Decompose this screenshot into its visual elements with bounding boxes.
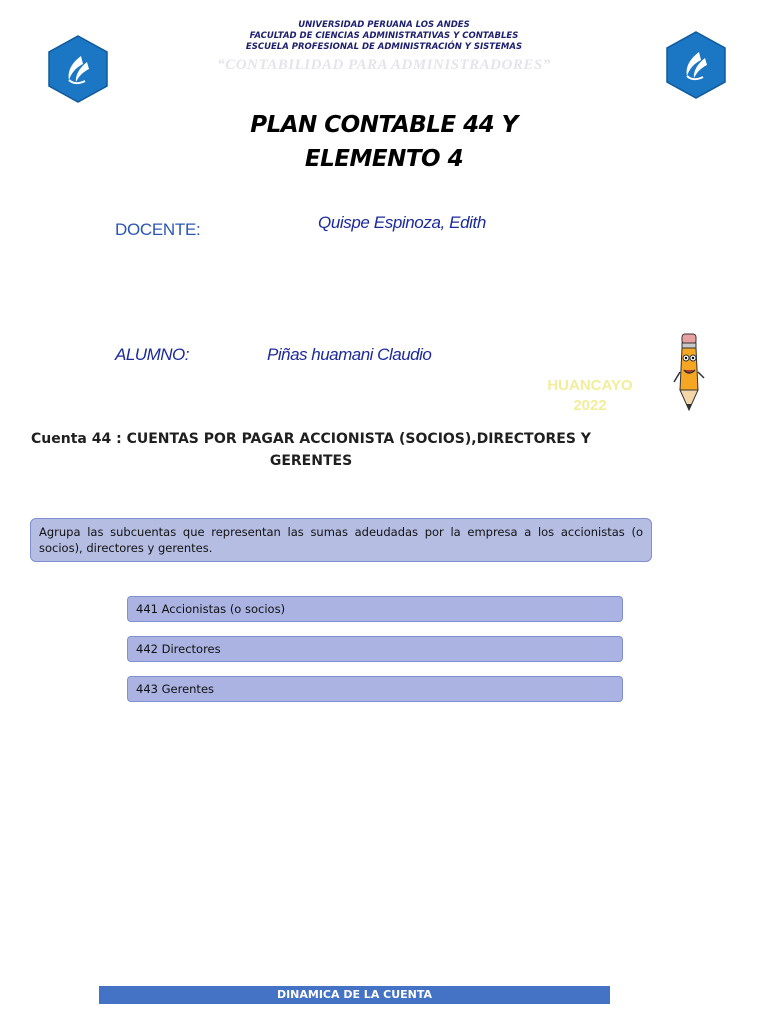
university-logo-icon <box>43 34 113 104</box>
alumno-label: ALUMNO: <box>115 345 189 364</box>
account-title-line-2: GERENTES <box>269 453 353 469</box>
university-logo-left <box>43 34 113 104</box>
account-dynamics-bar: DINAMICA DE LA CUENTA <box>99 986 610 1004</box>
course-name: “CONTABILIDAD PARA ADMINISTRADORES” <box>217 57 551 73</box>
document-title <box>150 108 618 176</box>
school-name: ESCUELA PROFESIONAL DE ADMINISTRACIÓN Y SISTEMAS <box>245 42 523 52</box>
account-title <box>20 428 602 472</box>
subaccount-item: 442 Directores <box>127 636 623 662</box>
header-institution <box>150 20 618 53</box>
pencil-mascot-icon <box>670 332 706 414</box>
faculty-name: FACULTAD DE CIENCIAS ADMINISTRATIVAS Y CONTABLES <box>249 31 519 41</box>
university-name: UNIVERSIDAD PERUANA LOS ANDES <box>298 20 470 30</box>
title-line-2: ELEMENTO 4 <box>304 146 464 172</box>
university-logo-icon <box>661 30 731 100</box>
subaccount-item: 441 Accionistas (o socios) <box>127 596 623 622</box>
subaccount-item: 443 Gerentes <box>127 676 623 702</box>
faint-location-text <box>540 376 640 416</box>
alumno-name: Piñas huamani Claudio <box>267 345 432 364</box>
university-logo-right <box>661 30 731 100</box>
pencil-mascot <box>670 332 706 414</box>
docente-name: Quispe Espinoza, Edith <box>318 213 486 232</box>
account-description: Agrupa las subcuentas que representan las sumas adeudadas por la empresa a los accionistas (o socios), directores y gerentes. <box>30 518 652 562</box>
title-line-1: PLAN CONTABLE 44 Y <box>250 112 518 138</box>
account-title-line-1: Cuenta 44 : CUENTAS POR PAGAR ACCIONISTA (SOCIOS),DIRECTORES Y <box>31 431 591 447</box>
docente-label: DOCENTE: <box>115 220 201 239</box>
faint-line-1: HUANCAYO <box>547 377 633 394</box>
faint-line-2: 2022 <box>573 397 607 414</box>
